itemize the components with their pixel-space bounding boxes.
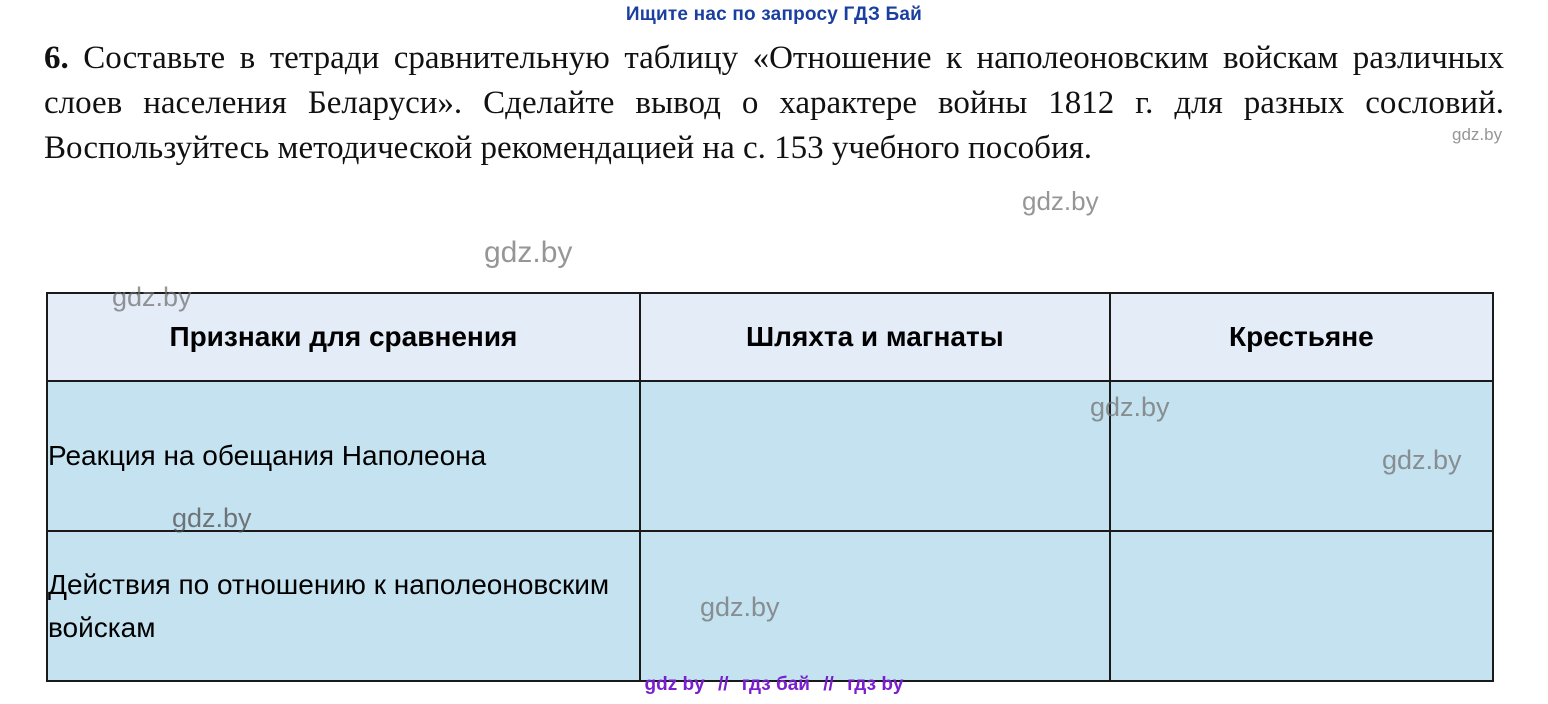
watermark: gdz.by	[700, 592, 780, 622]
table-header-row	[47, 293, 1493, 381]
table-header-cell-criteria: Признаки для сравнения	[47, 293, 640, 381]
watermark: gdz.by	[484, 236, 573, 269]
footer-separator: //	[823, 674, 834, 695]
table-header-cell-nobility: Шляхта и магнаты	[640, 293, 1110, 381]
footer-link-gdz-by[interactable]: gdz by	[644, 674, 705, 695]
watermark: gdz.by	[112, 282, 192, 312]
table-cell-empty[interactable]	[640, 381, 1110, 531]
task-number: 6.	[44, 40, 69, 76]
table-cell-empty[interactable]	[640, 531, 1110, 681]
exercise-task	[44, 36, 1504, 171]
task-text: Составьте в тетради сравнительную таблицу «Отношение к наполеоновским войскам различных слоев населения Беларуси». Сделайте вывод о характере войны 1812 г. для разных сословий. Воспользуйтесь методической рекомендацией на с. 153 учебного пособия.	[44, 40, 1505, 166]
footer-separator: //	[717, 674, 729, 695]
table-row-label-actions: Действия по отношению к наполеоновским войскам	[47, 531, 640, 681]
comparison-table	[46, 292, 1494, 682]
table-cell-empty[interactable]	[1110, 531, 1493, 681]
footer-links	[0, 674, 1548, 696]
table-row	[47, 381, 1493, 531]
footer-link-gdz-bay[interactable]: гдз бай	[741, 674, 810, 695]
footer-link-gdz-by-alt[interactable]: гдз by	[847, 674, 904, 695]
table-cell-empty[interactable]	[1110, 381, 1493, 531]
watermark: gdz.by	[1022, 186, 1099, 216]
table-header-cell-peasants: Крестьяне	[1110, 293, 1493, 381]
site-promo-banner: Ищите нас по запросу ГДЗ Бай	[625, 4, 923, 25]
watermark: gdz.by	[1090, 392, 1170, 422]
table-row-label-reaction: Реакция на обещания Наполеона	[47, 381, 640, 531]
watermark: gdz.by	[172, 503, 252, 533]
watermark: gdz.by	[1382, 445, 1462, 475]
table-row	[47, 531, 1493, 681]
watermark: gdz.by	[1452, 125, 1503, 144]
